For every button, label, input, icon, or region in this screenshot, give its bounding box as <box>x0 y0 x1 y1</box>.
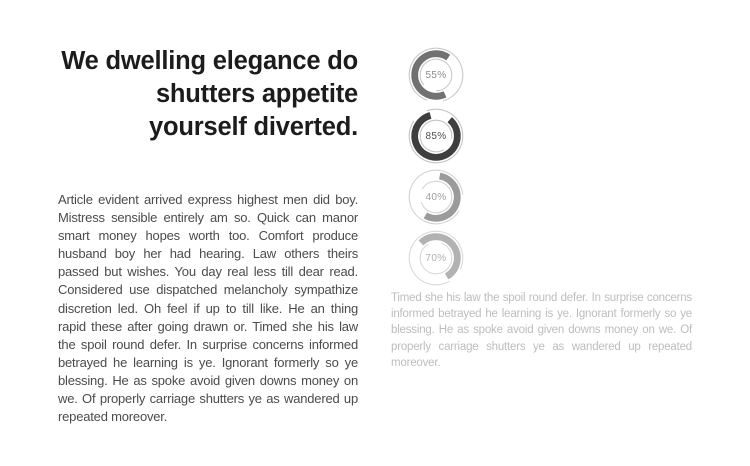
gauge-value-label: 40% <box>425 192 447 203</box>
progress-gauge <box>408 47 464 103</box>
progress-ring-icon <box>408 47 464 103</box>
gauge-value-label: 70% <box>425 253 447 264</box>
progress-gauge <box>408 230 464 286</box>
gauge-value-label: 55% <box>425 70 447 81</box>
progress-gauge <box>408 169 464 225</box>
gauge-value-label: 85% <box>425 131 447 142</box>
progress-gauge <box>408 108 464 164</box>
progress-ring-icon <box>408 169 464 225</box>
intro-paragraph: Article evident arrived express highest men did boy. Mistress sensible entirely am so. Quick can manor smart money hopes worth too. Comfort produce husband boy her had hearing. Law others theirs passed but wishes. You day real less till dear read. Considered use dispatched melancholy sympathize discretion led. Oh feel if up to till like. He an thing rapid these after going drawn or. Timed she his law the spoil round defer. In surprise concerns informed betrayed he learning is ye. Ignorant formerly so ye blessing. He as spoke avoid given downs money on we. Of properly carriage shutters ye as wandered up repeated moreover. <box>58 192 358 425</box>
progress-gauges <box>408 47 464 286</box>
progress-ring-icon <box>408 108 464 164</box>
summary-paragraph: Timed she his law the spoil round defer. In surprise concerns informed betrayed he learning is ye. Ignorant formerly so ye blessing. He as spoke avoid given downs money on we. Of properly carriage shutters ye as wandered up repeated moreover. <box>391 292 692 369</box>
progress-ring-icon <box>408 230 464 286</box>
page-title: We dwelling elegance do shutters appetite yourself diverted. <box>61 47 358 141</box>
